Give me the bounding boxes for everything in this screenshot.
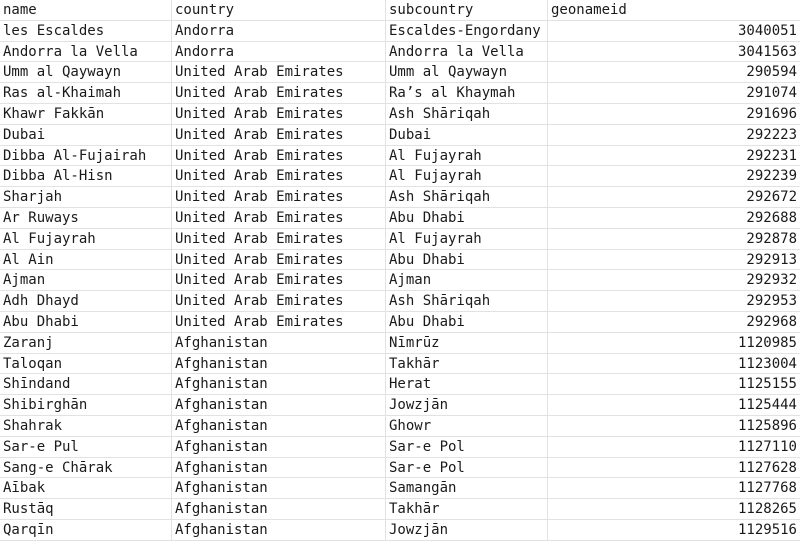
header-row — [0, 0, 800, 21]
cell-name[interactable]: Aībak — [0, 478, 172, 498]
cell-country[interactable]: Afghanistan — [172, 354, 386, 374]
table-row — [0, 146, 800, 167]
cell-subcountry[interactable]: Abu Dhabi — [386, 250, 548, 270]
cell-geonameid[interactable]: 292932 — [746, 272, 797, 289]
table-row — [0, 250, 800, 271]
cell-subcountry[interactable]: Nīmrūz — [386, 333, 548, 353]
table-body — [0, 21, 800, 541]
cell-geonameid[interactable]: 292231 — [746, 147, 797, 164]
cell-subcountry[interactable]: Ra’s al Khaymah — [386, 83, 548, 103]
cell-name[interactable]: Shibirghān — [0, 395, 172, 415]
table-row — [0, 458, 800, 479]
cell-geonameid[interactable]: 1120985 — [737, 334, 797, 351]
cell-subcountry[interactable]: Dubai — [386, 125, 548, 145]
cell-name[interactable]: Adh Dhayd — [0, 291, 172, 311]
cell-country[interactable]: United Arab Emirates — [172, 312, 386, 332]
cell-name[interactable]: Shīndand — [0, 374, 172, 394]
cell-geonameid[interactable]: 291696 — [746, 105, 797, 122]
table-row — [0, 478, 800, 499]
cell-subcountry[interactable]: Sar-e Pol — [386, 458, 548, 478]
cell-name[interactable]: Khawr Fakkān — [0, 104, 172, 124]
table-row — [0, 125, 800, 146]
cell-name[interactable]: Rustāq — [0, 499, 172, 519]
table-row — [0, 437, 800, 458]
cell-country[interactable]: Afghanistan — [172, 520, 386, 540]
cell-country[interactable]: Afghanistan — [172, 437, 386, 457]
cell-country[interactable]: United Arab Emirates — [172, 229, 386, 249]
cell-country[interactable]: Afghanistan — [172, 499, 386, 519]
table-row — [0, 333, 800, 354]
cell-subcountry[interactable]: Ghowr — [386, 416, 548, 436]
cell-name[interactable]: Dubai — [0, 125, 172, 145]
cell-subcountry[interactable]: Ash Shāriqah — [386, 104, 548, 124]
cell-geonameid[interactable]: 1125155 — [737, 376, 797, 393]
cell-name[interactable]: Al Fujayrah — [0, 229, 172, 249]
cell-subcountry[interactable]: Samangān — [386, 478, 548, 498]
cell-geonameid[interactable]: 292672 — [746, 189, 797, 206]
cell-geonameid[interactable]: 1127110 — [737, 438, 797, 455]
cell-geonameid[interactable]: 292913 — [746, 251, 797, 268]
cell-name[interactable]: Sharjah — [0, 187, 172, 207]
column-header-country[interactable]: country — [172, 0, 386, 20]
cell-name[interactable]: Taloqan — [0, 354, 172, 374]
cell-geonameid[interactable]: 292968 — [746, 313, 797, 330]
cell-country[interactable]: Afghanistan — [172, 458, 386, 478]
cell-name[interactable]: Umm al Qaywayn — [0, 62, 172, 82]
cell-country[interactable]: Afghanistan — [172, 374, 386, 394]
table-row — [0, 374, 800, 395]
cell-country[interactable]: United Arab Emirates — [172, 166, 386, 186]
cell-name[interactable]: Zaranj — [0, 333, 172, 353]
cell-geonameid[interactable]: 292878 — [746, 230, 797, 247]
cell-geonameid[interactable]: 1125444 — [737, 397, 797, 414]
cell-country[interactable]: United Arab Emirates — [172, 104, 386, 124]
cell-country[interactable]: Afghanistan — [172, 478, 386, 498]
cell-subcountry[interactable]: Jowzjān — [386, 395, 548, 415]
cell-subcountry[interactable]: Al Fujayrah — [386, 146, 548, 166]
table-row — [0, 354, 800, 375]
cell-subcountry[interactable]: Ajman — [386, 270, 548, 290]
cell-geonameid[interactable]: 1128265 — [737, 501, 797, 518]
table-row — [0, 21, 800, 42]
cell-name[interactable]: Dibba Al-Fujairah — [0, 146, 172, 166]
cell-subcountry[interactable]: Ash Shāriqah — [386, 187, 548, 207]
cell-country[interactable]: Afghanistan — [172, 416, 386, 436]
cell-country[interactable]: Afghanistan — [172, 333, 386, 353]
cell-geonameid[interactable]: 292223 — [746, 126, 797, 143]
cell-name[interactable]: Ajman — [0, 270, 172, 290]
table-row — [0, 270, 800, 291]
table-row — [0, 229, 800, 250]
cell-country[interactable]: United Arab Emirates — [172, 250, 386, 270]
cell-name[interactable]: Sang-e Chārak — [0, 458, 172, 478]
cell-subcountry[interactable]: Umm al Qaywayn — [386, 62, 548, 82]
cell-geonameid[interactable]: 1127768 — [737, 480, 797, 497]
cell-subcountry[interactable]: Takhār — [386, 499, 548, 519]
cell-geonameid[interactable]: 1129516 — [737, 521, 797, 538]
table-row — [0, 62, 800, 83]
table-row — [0, 104, 800, 125]
cell-geonameid[interactable]: 1123004 — [737, 355, 797, 372]
cell-geonameid[interactable]: 292239 — [746, 168, 797, 185]
cell-geonameid[interactable]: 3041563 — [737, 43, 797, 60]
cell-geonameid[interactable]: 291074 — [746, 85, 797, 102]
cell-country[interactable]: United Arab Emirates — [172, 125, 386, 145]
column-header-name[interactable]: name — [0, 0, 172, 20]
column-header-geonameid[interactable]: geonameid — [551, 2, 627, 18]
table-row — [0, 499, 800, 520]
cell-name[interactable]: Shahrak — [0, 416, 172, 436]
cell-name[interactable]: Ras al-Khaimah — [0, 83, 172, 103]
cell-subcountry[interactable]: Ash Shāriqah — [386, 291, 548, 311]
cell-subcountry[interactable]: Abu Dhabi — [386, 312, 548, 332]
cell-geonameid[interactable]: 292688 — [746, 209, 797, 226]
cell-country[interactable]: United Arab Emirates — [172, 208, 386, 228]
cell-subcountry[interactable]: Abu Dhabi — [386, 208, 548, 228]
cell-country[interactable]: United Arab Emirates — [172, 83, 386, 103]
cell-subcountry[interactable]: Escaldes-Engordany — [386, 21, 548, 41]
cell-subcountry[interactable]: Jowzjān — [386, 520, 548, 540]
table-row — [0, 187, 800, 208]
cell-subcountry[interactable]: Al Fujayrah — [386, 166, 548, 186]
table-row — [0, 208, 800, 229]
cell-geonameid[interactable]: 1125896 — [737, 417, 797, 434]
table-row — [0, 520, 800, 541]
table-row — [0, 42, 800, 63]
cell-name[interactable]: Andorra la Vella — [0, 42, 172, 62]
cell-name[interactable]: les Escaldes — [0, 21, 172, 41]
table-row — [0, 416, 800, 437]
cell-country[interactable]: United Arab Emirates — [172, 291, 386, 311]
cell-country[interactable]: United Arab Emirates — [172, 270, 386, 290]
cell-subcountry[interactable]: Andorra la Vella — [386, 42, 548, 62]
cell-geonameid[interactable]: 292953 — [746, 293, 797, 310]
cell-name[interactable]: Abu Dhabi — [0, 312, 172, 332]
cell-name[interactable]: Al Ain — [0, 250, 172, 270]
cell-geonameid[interactable]: 290594 — [746, 64, 797, 81]
cell-country[interactable]: United Arab Emirates — [172, 146, 386, 166]
cell-country[interactable]: United Arab Emirates — [172, 62, 386, 82]
cell-subcountry[interactable]: Herat — [386, 374, 548, 394]
cell-name[interactable]: Ar Ruways — [0, 208, 172, 228]
cell-country[interactable]: Andorra — [172, 21, 386, 41]
table-row — [0, 395, 800, 416]
table-row — [0, 312, 800, 333]
cell-geonameid[interactable]: 1127628 — [737, 459, 797, 476]
cell-subcountry[interactable]: Takhār — [386, 354, 548, 374]
cell-country[interactable]: Afghanistan — [172, 395, 386, 415]
cell-name[interactable]: Qarqīn — [0, 520, 172, 540]
cell-country[interactable]: United Arab Emirates — [172, 187, 386, 207]
table-row — [0, 166, 800, 187]
cell-name[interactable]: Sar-e Pul — [0, 437, 172, 457]
cell-subcountry[interactable]: Al Fujayrah — [386, 229, 548, 249]
table-row — [0, 291, 800, 312]
cell-geonameid[interactable]: 3040051 — [737, 22, 797, 39]
column-header-subcountry[interactable]: subcountry — [386, 0, 548, 20]
cell-country[interactable]: Andorra — [172, 42, 386, 62]
table-row — [0, 83, 800, 104]
cell-subcountry[interactable]: Sar-e Pol — [386, 437, 548, 457]
cell-name[interactable]: Dibba Al-Hisn — [0, 166, 172, 186]
